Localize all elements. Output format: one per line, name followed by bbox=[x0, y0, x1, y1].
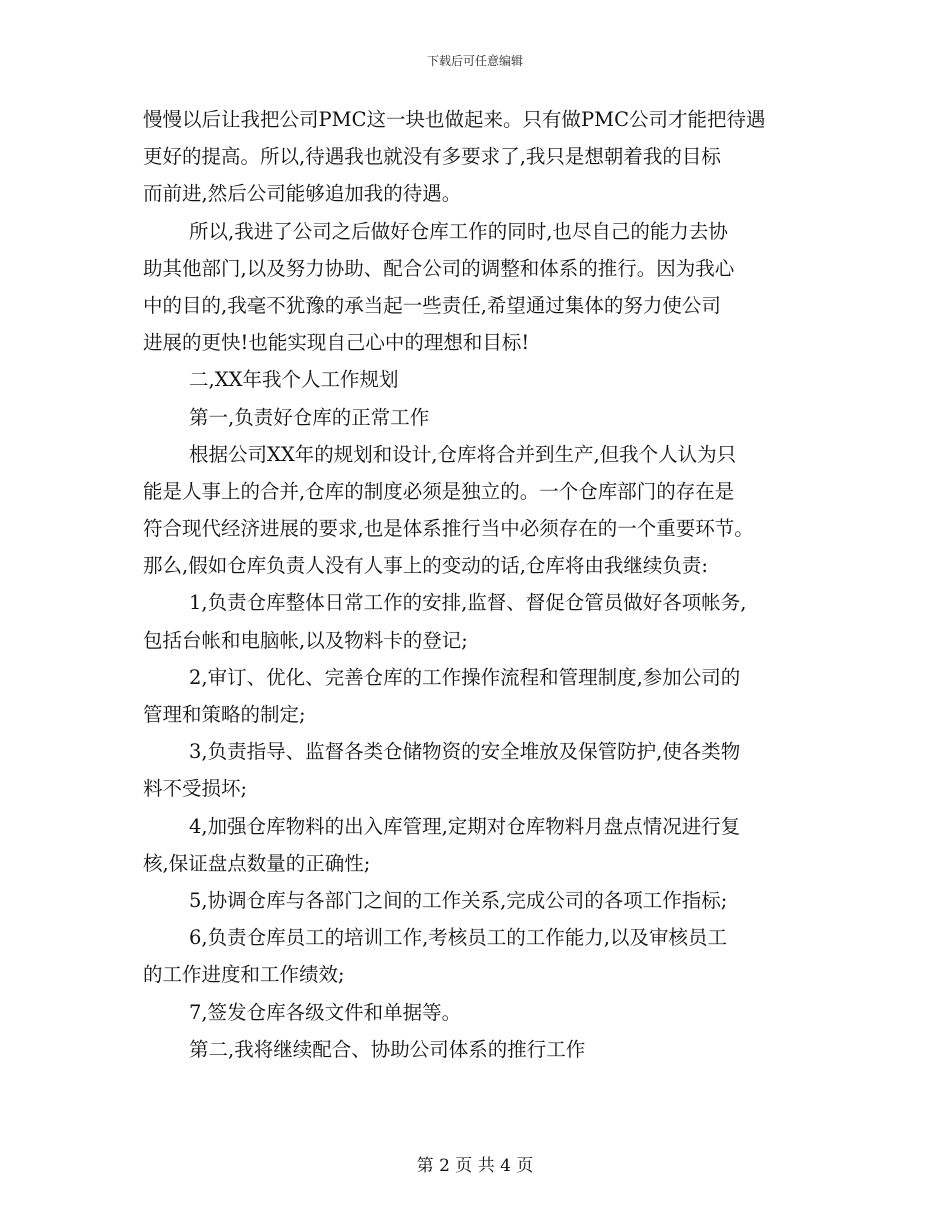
text-line: 中的目的,我毫不犹豫的承当起一些责任,希望通过集体的努力使公司 bbox=[143, 293, 721, 317]
text-line: 助其他部门,以及努力协助、配合公司的调整和体系的推行。因为我心 bbox=[143, 256, 735, 280]
text-line: 二,XX年我个人工作规划 bbox=[189, 368, 399, 392]
text-line: 料不受损坏; bbox=[143, 777, 248, 801]
text-line: 根据公司XX年的规划和设计,仓库将合并到生产,但我个人认为只 bbox=[189, 442, 737, 466]
text-line: 5,协调仓库与各部门之间的工作关系,完成公司的各项工作指标; bbox=[189, 888, 728, 912]
text-line: 而前进,然后公司能够追加我的待遇。 bbox=[143, 182, 462, 206]
text-line: 核,保证盘点数量的正确性; bbox=[143, 851, 371, 875]
text-line: 7,签发仓库各级文件和单据等。 bbox=[189, 1000, 462, 1024]
text-line: 4,加强仓库物料的出入库管理,定期对仓库物料月盘点情况进行复 bbox=[189, 814, 741, 838]
text-line: 包括台帐和电脑帐,以及物料卡的登记; bbox=[143, 628, 468, 652]
text-line: 第一,负责好仓库的正常工作 bbox=[189, 405, 430, 429]
text-line: 进展的更快!也能实现自己心中的理想和目标! bbox=[143, 331, 530, 355]
text-line: 能是人事上的合并,仓库的制度必须是独立的。一个仓库部门的存在是 bbox=[143, 479, 735, 503]
text-line: 6,负责仓库员工的培训工作,考核员工的工作能力,以及审核员工 bbox=[189, 926, 728, 950]
page-header: 下载后可任意编辑 bbox=[426, 54, 523, 68]
text-line: 的工作进度和工作绩效; bbox=[143, 963, 345, 987]
document-body bbox=[143, 101, 813, 1068]
text-line: 3,负责指导、监督各类仓储物资的安全堆放及保管防护,使各类物 bbox=[189, 740, 741, 764]
text-line: 更好的提高。所以,待遇我也就没有多要求了,我只是想朝着我的目标 bbox=[143, 145, 721, 169]
text-line: 所以,我进了公司之后做好仓库工作的同时,也尽自己的能力去协 bbox=[189, 219, 728, 243]
text-line: 那么,假如仓库负责人没有人事上的变动的话,仓库将由我继续负责: bbox=[143, 554, 708, 578]
text-line: 1,负责仓库整体日常工作的安排,监督、督促仓管员做好各项帐务, bbox=[189, 591, 747, 615]
page-footer: 第 2 页 共 4 页 bbox=[416, 1156, 534, 1176]
text-line: 第二,我将继续配合、协助公司体系的推行工作 bbox=[189, 1037, 586, 1061]
text-line: 符合现代经济进展的要求,也是体系推行当中必须存在的一个重要环节。 bbox=[143, 517, 754, 541]
text-line: 2,审订、优化、完善仓库的工作操作流程和管理制度,参加公司的 bbox=[189, 665, 741, 689]
text-line: 慢慢以后让我把公司PMC这一块也做起来。只有做PMC公司才能把待遇 bbox=[143, 108, 766, 131]
text-line: 管理和策略的制定; bbox=[143, 703, 306, 726]
